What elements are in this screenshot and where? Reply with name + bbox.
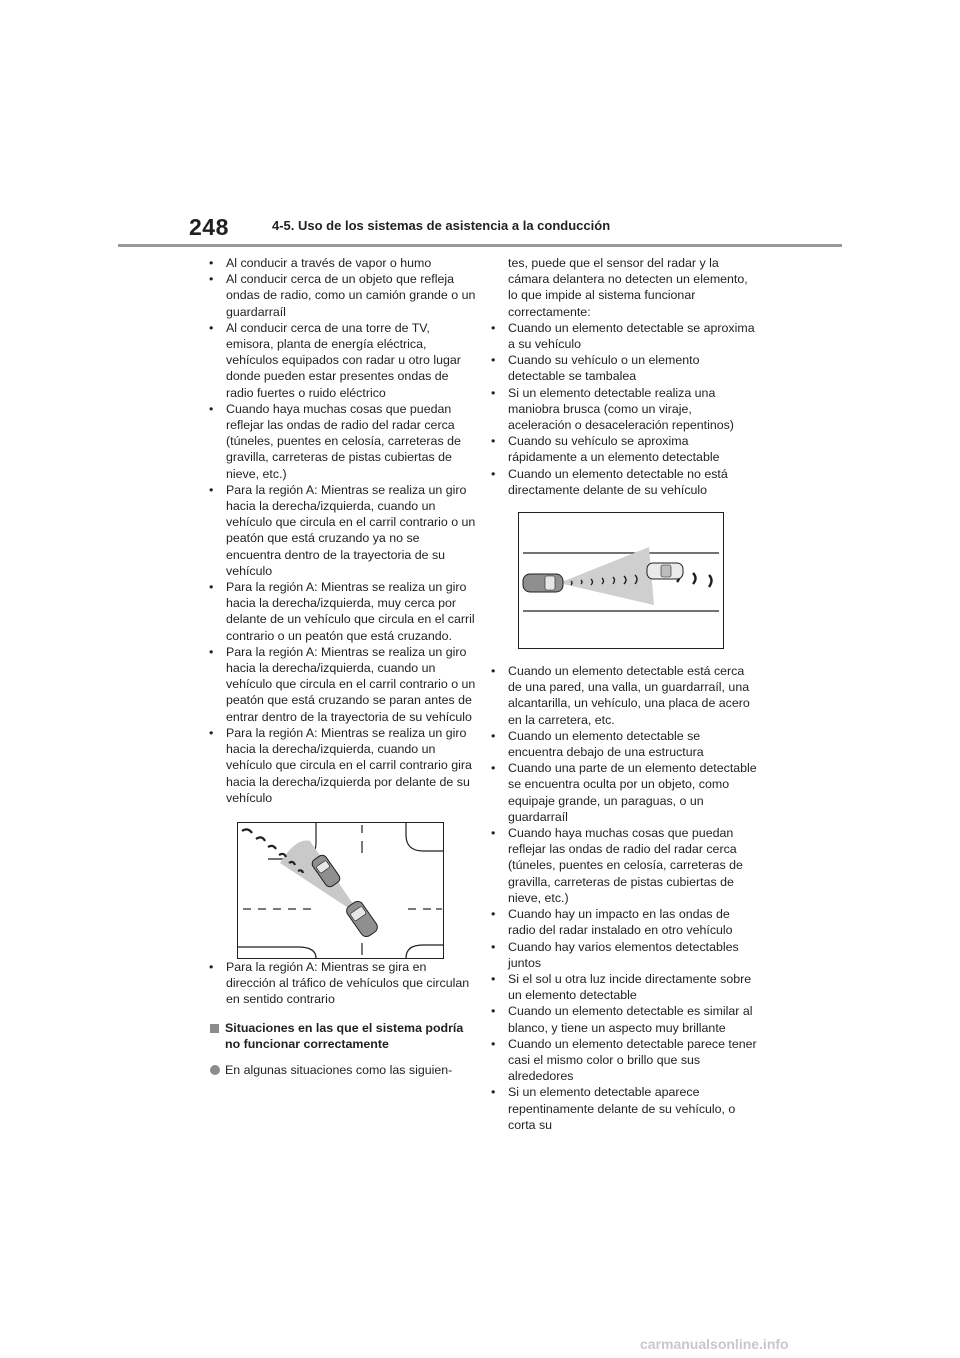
circle-paragraph-text: En algunas situaciones como las siguien-: [225, 1062, 453, 1077]
intro-paragraph: tes, puede que el sensor del radar y la cámara delantera no detecten un elemento, lo que impide al sistema funcionar correctamente:: [508, 256, 748, 319]
list-item: • Cuando un elemento detectable no está directamente delante de su vehículo: [490, 466, 758, 498]
list-item: • Cuando un elemento detectable es similar al blanco, y tiene un aspecto muy brillante: [490, 1003, 758, 1035]
right-column: [490, 255, 758, 1133]
left-column: [208, 255, 478, 1078]
list-item: • Cuando un elemento detectable se encuentra debajo de una estructura: [490, 728, 758, 760]
list-item: • Para la región A: Mientras se realiza un giro hacia la derecha/izquierda, cuando un vehículo que circula en el carril contrario o un peatón que está cruzando se paran antes de entrar dentro de la trayectoria de su vehículo: [208, 644, 478, 725]
header-divider: [118, 244, 842, 247]
watermark: carmanualsonline.info: [640, 1336, 789, 1352]
intersection-turn-illustration: [237, 822, 444, 959]
list-item: • Cuando hay un impacto en las ondas de radio del radar instalado en otro vehículo: [490, 906, 758, 938]
list-item: • Cuando su vehículo se aproxima rápidamente a un elemento detectable: [490, 433, 758, 465]
list-item: • Cuando hay varios elementos detectables juntos: [490, 939, 758, 971]
circle-paragraph: [208, 1062, 478, 1078]
list-item: • Al conducir cerca de una torre de TV, emisora, planta de energía eléctrica, vehículos equipados con radar u otro lugar donde pueden estar presentes ondas de radio fuertes o ruido eléctrico: [208, 320, 478, 401]
subheading: [208, 1020, 478, 1052]
right-bullet-list: [490, 320, 758, 498]
list-item: • Cuando haya muchas cosas que puedan reflejar las ondas de radio del radar cerca (túneles, puentes en celosía, carreteras de gravilla, carreteras de pistas cubiertas de nieve, etc.): [490, 825, 758, 906]
offset-vehicle-illustration: [518, 512, 724, 649]
page-number: 248: [189, 214, 229, 240]
left-bullet-list-2: [208, 959, 478, 1008]
list-item: • Al conducir a través de vapor o humo: [208, 255, 478, 271]
list-item: • Si un elemento detectable aparece repentinamente delante de su vehículo, o corta su: [490, 1084, 758, 1133]
list-item: • Para la región A: Mientras se realiza un giro hacia la derecha/izquierda, cuando un vehículo que circula en el carril contrario gira hacia la derecha/izquierda por delante de su vehículo: [208, 725, 478, 806]
list-item: • Para la región A: Mientras se realiza un giro hacia la derecha/izquierda, cuando un vehículo que circula en el carril contrario o un peatón que está cruzando ya no se encuentra dentro de la trayectoria de su vehículo: [208, 482, 478, 579]
list-item: • Si el sol u otra luz incide directamente sobre un elemento detectable: [490, 971, 758, 1003]
list-item: • Si un elemento detectable realiza una maniobra brusca (como un viraje, aceleración o desaceleración repentinos): [490, 385, 758, 434]
intersection-turn-drawing: [238, 823, 443, 958]
list-item: • Cuando haya muchas cosas que puedan reflejar las ondas de radio del radar cerca (túneles, puentes en celosía, carreteras de gravilla, carreteras de pistas cubiertas de nieve, etc.): [208, 401, 478, 482]
square-bullet-icon: [210, 1024, 219, 1033]
list-item: • Al conducir cerca de un objeto que refleja ondas de radio, como un camión grande o un guardarraíl: [208, 271, 478, 320]
right-bullet-list-2: [490, 663, 758, 1133]
subheading-text: Situaciones en las que el sistema podría no funcionar correctamente: [225, 1020, 464, 1051]
offset-vehicle-drawing: [519, 513, 723, 648]
section-title: 4-5. Uso de los sistemas de asistencia a la conducción: [272, 218, 611, 233]
list-item: • Cuando una parte de un elemento detectable se encuentra oculta por un objeto, como equipaje grande, un paraguas, o un guardarraíl: [490, 760, 758, 825]
circle-bullet-icon: [210, 1065, 220, 1075]
list-item: • Cuando un elemento detectable se aproxima a su vehículo: [490, 320, 758, 352]
list-item: • Cuando su vehículo o un elemento detectable se tambalea: [490, 352, 758, 384]
list-item: • Para la región A: Mientras se realiza un giro hacia la derecha/izquierda, muy cerca por delante de un vehículo que circula en el carril contrario o un peatón que está cruzando.: [208, 579, 478, 644]
list-item: • Cuando un elemento detectable parece tener casi el mismo color o brillo que sus alrededores: [490, 1036, 758, 1085]
list-item: • Para la región A: Mientras se gira en dirección al tráfico de vehículos que circulan en sentido contrario: [208, 959, 478, 1008]
left-bullet-list: [208, 255, 478, 806]
list-item: • Cuando un elemento detectable está cerca de una pared, una valla, un guardarraíl, una alcantarilla, un vehículo, una placa de acero en la carretera, etc.: [490, 663, 758, 728]
